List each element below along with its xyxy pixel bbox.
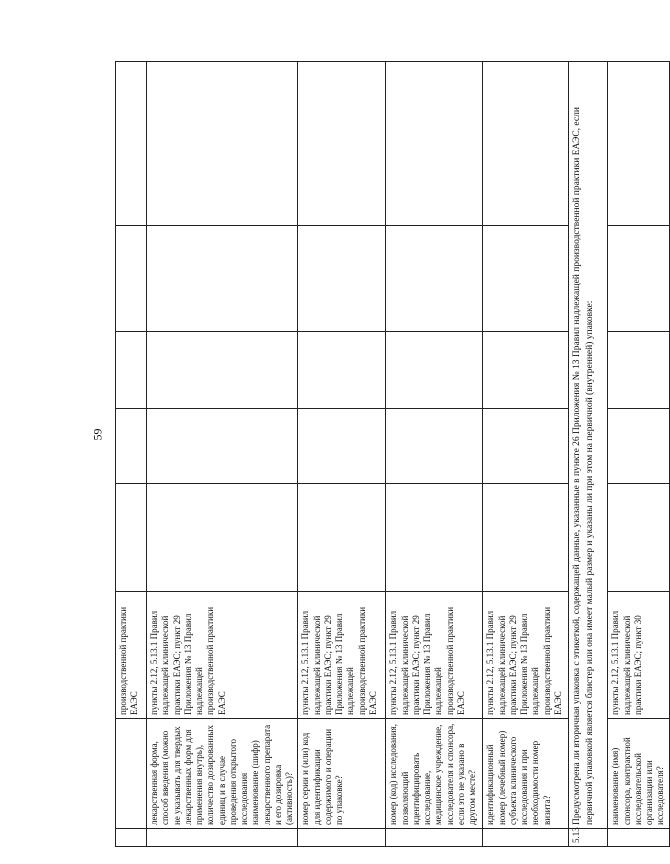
section-question: Предусмотрена ли вторичная упаковка с этикеткой, содержащей данные, указанные в пункте 26 Приложения № 13 Правил надлежащей производственной практики ЕАЭС, если первичной упаковкой является блистер или она имеет малый размер и указаны ли при этом на первичной (внутренней) упаковке: bbox=[569, 62, 608, 829]
rotated-page bbox=[115, 62, 666, 847]
table-row bbox=[569, 62, 608, 847]
answer-cell bbox=[608, 332, 669, 409]
table-row bbox=[483, 62, 569, 847]
answer-cell bbox=[483, 484, 569, 592]
question-cell: лекарственная форма, способ введения (можно не указывать для твердых лекарственных форм для применения внутрь), количество дозированных единиц и в случае проведения открытого исследования наименование (шифр) лекарственного препарата и его дозировка (активность)? bbox=[147, 719, 298, 829]
reference-cell: пункты 2.12, 5.13.1 Правил надлежащей клинической практики ЕАЭС; пункт 29 Приложения № 13 Правил надлежащей производственной практики ЕАЭС bbox=[483, 592, 569, 719]
table-row bbox=[116, 62, 147, 847]
answer-cell bbox=[116, 332, 147, 409]
table-row bbox=[298, 62, 386, 847]
answer-cell bbox=[147, 484, 298, 592]
table-row bbox=[147, 62, 298, 847]
item-number bbox=[386, 829, 483, 847]
answer-cell bbox=[147, 409, 298, 484]
table-row bbox=[386, 62, 483, 847]
answer-cell bbox=[483, 226, 569, 332]
page-number: 59 bbox=[90, 428, 105, 441]
reference-cell: пункты 2.12, 5.13.1 Правил надлежащей клинической практики ЕАЭС; пункт 29 Приложения № 13 Правил надлежащей производственной практики ЕАЭС bbox=[298, 592, 386, 719]
table-row bbox=[608, 62, 669, 847]
answer-cell bbox=[608, 484, 669, 592]
item-number bbox=[483, 829, 569, 847]
answer-cell bbox=[116, 226, 147, 332]
answer-cell bbox=[116, 484, 147, 592]
question-cell: наименование (имя) спонсора, контрактной исследовательской организации или исследователя? bbox=[608, 719, 669, 829]
answer-cell bbox=[298, 226, 386, 332]
question-cell: идентификационный номер (лечебный номер) субъекта клинического исследования и при необходимости номер визита? bbox=[483, 719, 569, 829]
answer-cell bbox=[386, 332, 483, 409]
answer-cell bbox=[298, 409, 386, 484]
notes-cell bbox=[483, 62, 569, 226]
question-cell bbox=[116, 719, 147, 829]
answer-cell bbox=[298, 484, 386, 592]
notes-cell bbox=[608, 62, 669, 226]
item-number: 5.13 bbox=[569, 829, 608, 847]
notes-cell bbox=[386, 62, 483, 226]
answer-cell bbox=[608, 226, 669, 332]
answer-cell bbox=[116, 409, 147, 484]
answer-cell bbox=[386, 484, 483, 592]
item-number bbox=[116, 829, 147, 847]
answer-cell bbox=[483, 332, 569, 409]
reference-cell: пункты 2.12, 5.13.1 Правил надлежащей клинической практики ЕАЭС; пункт 29 Приложения № 13 Правил надлежащей производственной практики ЕАЭС bbox=[147, 592, 298, 719]
checklist-table bbox=[115, 61, 670, 847]
question-cell: номер серии и (или) код для идентификации содержимого и операции по упаковке? bbox=[298, 719, 386, 829]
item-number bbox=[147, 829, 298, 847]
answer-cell bbox=[298, 332, 386, 409]
answer-cell bbox=[147, 332, 298, 409]
item-number bbox=[298, 829, 386, 847]
notes-cell bbox=[298, 62, 386, 226]
notes-cell bbox=[147, 62, 298, 226]
answer-cell bbox=[386, 226, 483, 332]
answer-cell bbox=[147, 226, 298, 332]
reference-cell: производственной практики ЕАЭС bbox=[116, 592, 147, 719]
reference-cell: пункты 2.12, 5.13.1 Правил надлежащей клинической практики ЕАЭС; пункт 29 Приложения № 13 Правил надлежащей производственной практики ЕАЭС bbox=[386, 592, 483, 719]
answer-cell bbox=[483, 409, 569, 484]
question-cell: номер (код) исследования, позволяющий идентифицировать исследование, медицинское учреждение, исследователя и спонсора, если это не указано в другом месте? bbox=[386, 719, 483, 829]
notes-cell bbox=[116, 62, 147, 226]
answer-cell bbox=[386, 409, 483, 484]
reference-cell: пункты 2.12, 5.13.1 Правил надлежащей клинической практики ЕАЭС; пункт 30 bbox=[608, 592, 669, 719]
item-number bbox=[608, 829, 669, 847]
answer-cell bbox=[608, 409, 669, 484]
